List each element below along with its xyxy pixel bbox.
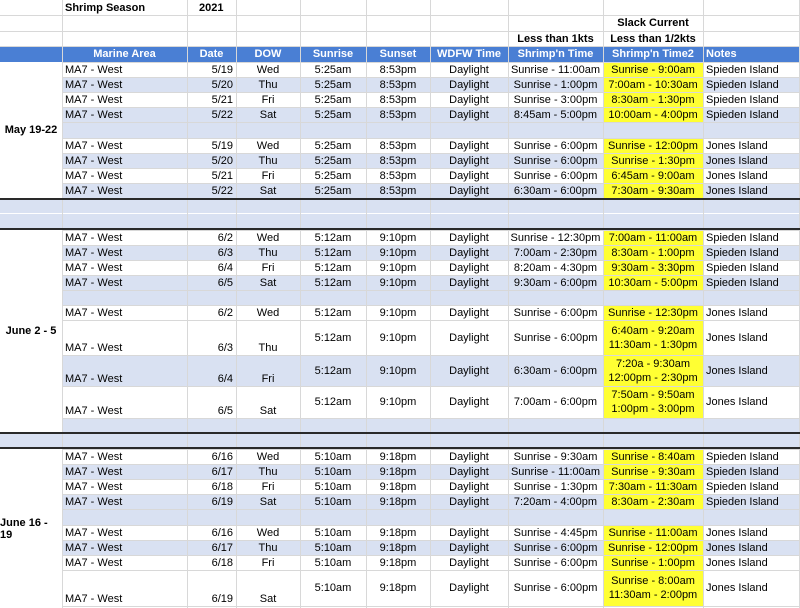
table-cell-dow[interactable]: Sat	[259, 495, 277, 508]
table-cell-t2[interactable]: 8:30am - 1:30pm	[611, 93, 695, 106]
group-label[interactable]: May 19-22	[0, 62, 62, 198]
table-cell-t2[interactable]: 7:50am - 9:50am 1:00pm - 3:00pm	[611, 389, 695, 415]
table-cell-t2[interactable]: 7:00am - 10:30am	[608, 78, 698, 91]
table-cell-date[interactable]: 5/21	[211, 93, 233, 106]
table-cell-wdfw[interactable]: Daylight	[449, 276, 489, 289]
table-cell-sunrise[interactable]: 5:25am	[314, 154, 352, 167]
table-cell-area[interactable]: MA7 - West	[65, 78, 123, 91]
table-cell-sunrise[interactable]: 5:10am	[314, 495, 352, 508]
grid-line	[0, 15, 800, 16]
table-cell-dow[interactable]: Wed	[256, 450, 280, 463]
table-cell-notes[interactable]: Spieden Island	[706, 63, 779, 76]
table-cell-dow[interactable]: Wed	[256, 63, 280, 76]
grid-line	[703, 0, 704, 608]
table-cell-t1[interactable]: 7:00am - 6:00pm	[513, 396, 598, 408]
table-cell-sunrise[interactable]: 5:10am	[314, 480, 352, 493]
grid-line	[0, 245, 800, 246]
table-cell-date[interactable]: 5/19	[211, 139, 233, 152]
table-cell-dow[interactable]: Wed	[256, 526, 280, 539]
grid-line	[0, 275, 800, 276]
table-cell-wdfw[interactable]: Daylight	[449, 480, 489, 493]
grid-line	[0, 107, 800, 108]
grid-line	[0, 386, 800, 387]
grid-line	[62, 0, 63, 608]
separator-band	[0, 509, 800, 525]
table-cell-t1[interactable]: 8:20am - 4:30pm	[513, 261, 598, 274]
table-cell-sunrise[interactable]: 5:25am	[314, 108, 352, 121]
grid-line	[0, 509, 800, 510]
table-cell-date[interactable]: 5/21	[211, 169, 233, 182]
table-cell-wdfw[interactable]: Daylight	[449, 184, 489, 197]
table-cell-wdfw[interactable]: Daylight	[449, 396, 489, 408]
table-cell-dow[interactable]: Sat	[259, 108, 277, 121]
grid-line	[0, 260, 800, 261]
grid-line	[0, 46, 800, 47]
table-cell-t1[interactable]: Sunrise - 6:00pm	[513, 154, 598, 167]
separator-band	[0, 418, 800, 433]
table-cell-t2[interactable]: 7:20a - 9:30am 12:00pm - 2:30pm	[608, 357, 698, 384]
table-cell-dow[interactable]: Thu	[258, 246, 278, 259]
grid-line	[0, 122, 800, 123]
separator-band	[0, 214, 800, 228]
table-cell-sunrise[interactable]: 5:25am	[314, 63, 352, 76]
table-cell-notes[interactable]: Jones Island	[706, 364, 768, 377]
table-cell-t1[interactable]: Sunrise - 11:00am	[510, 465, 601, 478]
table-cell-t2[interactable]: 7:30am - 11:30am	[608, 480, 698, 493]
table-cell-area[interactable]: MA7 - West	[65, 495, 123, 508]
table-cell-area[interactable]: MA7 - West	[65, 405, 123, 417]
grid-line	[0, 153, 800, 154]
table-cell-sunset[interactable]: 9:18pm	[379, 480, 417, 493]
table-cell-wdfw[interactable]: Daylight	[449, 261, 489, 274]
table-cell-wdfw[interactable]: Daylight	[449, 465, 489, 478]
table-cell-t2[interactable]: 6:45am - 9:00am	[611, 169, 695, 182]
table-cell-area[interactable]: MA7 - West	[65, 93, 123, 106]
table-cell-date[interactable]: 6/17	[211, 465, 233, 478]
table-cell-dow[interactable]: Wed	[256, 306, 280, 319]
table-cell-t1[interactable]: Sunrise - 6:00pm	[513, 331, 598, 344]
table-cell-area[interactable]: MA7 - West	[65, 556, 123, 569]
table-cell-t2[interactable]: 8:30am - 1:00pm	[611, 246, 695, 259]
table-cell-wdfw[interactable]: Daylight	[449, 450, 489, 463]
table-cell-sunset[interactable]: 9:18pm	[379, 465, 417, 478]
table-cell-area[interactable]: MA7 - West	[65, 541, 123, 554]
table-cell-dow[interactable]: Thu	[258, 342, 278, 354]
table-cell-notes[interactable]: Jones Island	[706, 169, 768, 182]
table-cell-t1[interactable]: Sunrise - 6:00pm	[513, 556, 598, 569]
table-cell-t1[interactable]: 6:30am - 6:00pm	[513, 364, 598, 377]
col-header-notes[interactable]: Notes	[706, 48, 737, 60]
table-cell-date[interactable]: 5/19	[211, 63, 233, 76]
table-cell-area[interactable]: MA7 - West	[65, 480, 123, 493]
grid-line	[0, 355, 800, 356]
table-cell-area[interactable]: MA7 - West	[65, 261, 123, 274]
table-cell-t1[interactable]: Sunrise - 4:45pm	[513, 526, 598, 539]
table-cell-sunrise[interactable]: 5:12am	[314, 231, 352, 244]
table-cell-area[interactable]: MA7 - West	[65, 63, 123, 76]
table-cell-area[interactable]: MA7 - West	[65, 169, 123, 182]
table-cell-sunrise[interactable]: 5:25am	[314, 139, 352, 152]
table-cell-notes[interactable]: Jones Island	[706, 396, 768, 408]
grid-line	[0, 77, 800, 78]
table-cell-wdfw[interactable]: Daylight	[449, 331, 489, 344]
table-cell-sunrise[interactable]: 5:25am	[314, 78, 352, 91]
grid-line	[366, 0, 367, 608]
table-cell-sunset[interactable]: 8:53pm	[379, 184, 417, 197]
table-cell-wdfw[interactable]: Daylight	[449, 246, 489, 259]
table-cell-notes[interactable]: Jones Island	[706, 556, 768, 569]
table-cell-t1[interactable]: Sunrise - 12:30pm	[510, 231, 601, 244]
table-cell-area[interactable]: MA7 - West	[65, 465, 123, 478]
table-cell-area[interactable]: MA7 - West	[65, 306, 123, 319]
table-cell-date[interactable]: 5/20	[211, 154, 233, 167]
table-cell-sunset[interactable]: 9:18pm	[379, 582, 417, 594]
table-cell-t1[interactable]: Sunrise - 6:00pm	[513, 306, 598, 319]
season-year[interactable]: 2021	[199, 1, 224, 14]
table-cell-wdfw[interactable]: Daylight	[449, 306, 489, 319]
table-cell-notes[interactable]: Spieden Island	[706, 465, 779, 478]
col-header-shrimpn-time2[interactable]: Shrimp'n Time2	[612, 48, 694, 60]
grid-line	[430, 0, 431, 608]
table-cell-sunset[interactable]: 8:53pm	[379, 93, 417, 106]
table-cell-notes[interactable]: Spieden Island	[706, 495, 779, 508]
table-cell-date[interactable]: 6/2	[217, 306, 233, 319]
block-border	[0, 447, 800, 449]
table-cell-t1[interactable]: 8:45am - 5:00pm	[513, 108, 598, 121]
table-cell-t1[interactable]: Sunrise - 1:30pm	[513, 480, 598, 493]
table-cell-t2[interactable]: Sunrise - 12:00pm	[608, 541, 698, 554]
table-cell-area[interactable]: MA7 - West	[65, 139, 123, 152]
col-header-marine-area[interactable]: Marine Area	[93, 48, 156, 60]
table-cell-dow[interactable]: Sat	[259, 276, 277, 289]
table-cell-t1[interactable]: Sunrise - 6:00pm	[513, 169, 598, 182]
col-header-date[interactable]: Date	[199, 48, 224, 60]
grid-line	[0, 320, 800, 321]
table-cell-area[interactable]: MA7 - West	[65, 593, 123, 605]
table-cell-wdfw[interactable]: Daylight	[449, 231, 489, 244]
grid-line	[0, 555, 800, 556]
table-cell-notes[interactable]: Spieden Island	[706, 93, 779, 106]
table-cell-sunset[interactable]: 9:18pm	[379, 495, 417, 508]
grid-line	[236, 0, 237, 608]
table-cell-dow[interactable]: Fri	[261, 93, 275, 106]
table-cell-dow[interactable]: Fri	[261, 169, 275, 182]
table-cell-notes[interactable]: Spieden Island	[706, 261, 779, 274]
table-cell-t2[interactable]: Sunrise - 1:30pm	[611, 154, 695, 167]
table-cell-notes[interactable]: Spieden Island	[706, 450, 779, 463]
table-cell-t1[interactable]: 6:30am - 6:00pm	[513, 184, 598, 197]
separator-band	[0, 122, 800, 138]
table-cell-sunset[interactable]: 8:53pm	[379, 139, 417, 152]
table-cell-sunrise[interactable]: 5:10am	[314, 465, 352, 478]
table-cell-sunset[interactable]: 9:18pm	[379, 526, 417, 539]
col-header-sunset[interactable]: Sunset	[379, 48, 417, 60]
table-cell-t2[interactable]: Sunrise - 11:00am	[608, 526, 698, 539]
table-cell-sunset[interactable]: 8:53pm	[379, 169, 417, 182]
table-cell-t2[interactable]: Sunrise - 9:30am	[611, 465, 695, 478]
table-cell-t2[interactable]: 10:30am - 5:00pm	[608, 276, 698, 289]
table-cell-dow[interactable]: Sat	[259, 405, 277, 417]
table-cell-t2[interactable]: Sunrise - 8:00am 11:30am - 2:00pm	[608, 575, 698, 601]
group-label[interactable]: June 16 - 19	[0, 449, 62, 608]
block-border	[0, 198, 800, 200]
grid-line	[0, 449, 800, 450]
grid-line	[0, 168, 800, 169]
table-cell-area[interactable]: MA7 - West	[65, 373, 123, 385]
table-cell-sunset[interactable]: 9:10pm	[379, 261, 417, 274]
table-cell-sunset[interactable]: 8:53pm	[379, 108, 417, 121]
grid-line	[0, 138, 800, 139]
table-cell-area[interactable]: MA7 - West	[65, 450, 123, 463]
table-cell-dow[interactable]: Sat	[259, 184, 277, 197]
table-cell-notes[interactable]: Spieden Island	[706, 231, 779, 244]
table-cell-date[interactable]: 6/16	[211, 526, 233, 539]
table-cell-wdfw[interactable]: Daylight	[449, 93, 489, 106]
table-cell-date[interactable]: 6/4	[217, 373, 233, 385]
table-cell-sunrise[interactable]: 5:25am	[314, 93, 352, 106]
table-cell-sunrise[interactable]: 5:12am	[314, 306, 352, 319]
grid-line	[0, 494, 800, 495]
block-border	[0, 432, 800, 434]
table-cell-sunrise[interactable]: 5:12am	[314, 276, 352, 289]
table-cell-area[interactable]: MA7 - West	[65, 342, 123, 354]
table-cell-sunset[interactable]: 8:53pm	[379, 63, 417, 76]
table-cell-dow[interactable]: Thu	[258, 78, 278, 91]
table-cell-area[interactable]: MA7 - West	[65, 108, 123, 121]
table-cell-t2[interactable]: 8:30am - 2:30am	[611, 495, 695, 508]
table-cell-t1[interactable]: 7:20am - 4:00pm	[513, 495, 598, 508]
table-cell-date[interactable]: 6/18	[211, 556, 233, 569]
table-cell-t2[interactable]: 10:00am - 4:00pm	[608, 108, 698, 121]
table-cell-date[interactable]: 6/17	[211, 541, 233, 554]
table-cell-notes[interactable]: Spieden Island	[706, 108, 779, 121]
table-cell-sunset[interactable]: 9:10pm	[379, 276, 417, 289]
table-cell-date[interactable]: 6/19	[211, 593, 233, 605]
table-cell-t2[interactable]: Sunrise - 1:00pm	[611, 556, 695, 569]
col-header-shrimpn-time[interactable]: Shrimp'n Time	[517, 48, 594, 60]
table-cell-date[interactable]: 6/5	[217, 405, 233, 417]
table-cell-notes[interactable]: Jones Island	[706, 306, 768, 319]
table-cell-area[interactable]: MA7 - West	[65, 276, 123, 289]
table-cell-notes[interactable]: Jones Island	[706, 139, 768, 152]
table-cell-date[interactable]: 6/18	[211, 480, 233, 493]
grid-line	[0, 230, 800, 231]
table-cell-sunset[interactable]: 9:10pm	[379, 396, 417, 408]
separator-band	[0, 290, 800, 305]
table-cell-t2[interactable]: Sunrise - 12:00pm	[608, 139, 698, 152]
table-cell-sunset[interactable]: 9:10pm	[379, 246, 417, 259]
less-than-1kts-label[interactable]: Less than 1kts	[517, 32, 594, 45]
table-cell-dow[interactable]: Thu	[258, 541, 278, 554]
grid-line	[0, 31, 800, 32]
table-cell-sunrise[interactable]: 5:10am	[314, 582, 352, 594]
table-cell-wdfw[interactable]: Daylight	[449, 495, 489, 508]
table-cell-t2[interactable]: 6:40am - 9:20am 11:30am - 1:30pm	[608, 324, 698, 351]
table-cell-notes[interactable]: Jones Island	[706, 154, 768, 167]
table-cell-notes[interactable]: Spieden Island	[706, 246, 779, 259]
table-cell-date[interactable]: 6/16	[211, 450, 233, 463]
table-cell-dow[interactable]: Thu	[258, 465, 278, 478]
grid-line	[0, 183, 800, 184]
table-cell-notes[interactable]: Jones Island	[706, 541, 768, 554]
table-cell-date[interactable]: 6/3	[217, 342, 233, 354]
block-border	[0, 228, 800, 230]
table-cell-wdfw[interactable]: Daylight	[449, 364, 489, 377]
table-cell-date[interactable]: 5/22	[211, 108, 233, 121]
table-cell-sunrise[interactable]: 5:12am	[314, 331, 352, 344]
table-cell-dow[interactable]: Fri	[261, 373, 275, 385]
table-cell-date[interactable]: 6/4	[217, 261, 233, 274]
table-cell-dow[interactable]: Fri	[261, 261, 275, 274]
col-header-dow[interactable]: DOW	[254, 48, 282, 60]
table-cell-t1[interactable]: Sunrise - 1:00pm	[513, 78, 598, 91]
grid-line	[0, 570, 800, 571]
table-cell-sunset[interactable]: 9:18pm	[379, 450, 417, 463]
table-cell-dow[interactable]: Sat	[259, 593, 277, 605]
table-cell-t1[interactable]: Sunrise - 6:00pm	[513, 582, 598, 594]
table-cell-date[interactable]: 6/2	[217, 231, 233, 244]
table-cell-t2[interactable]: 7:30am - 9:30am	[611, 184, 695, 197]
table-cell-sunrise[interactable]: 5:12am	[314, 396, 352, 408]
table-cell-sunset[interactable]: 9:18pm	[379, 541, 417, 554]
grid-line	[0, 418, 800, 419]
table-cell-t1[interactable]: Sunrise - 6:00pm	[513, 541, 598, 554]
table-cell-sunrise[interactable]: 5:25am	[314, 184, 352, 197]
table-cell-date[interactable]: 6/5	[217, 276, 233, 289]
grid-line	[0, 464, 800, 465]
table-cell-area[interactable]: MA7 - West	[65, 526, 123, 539]
table-cell-sunset[interactable]: 9:10pm	[379, 364, 417, 377]
separator-band	[0, 198, 800, 213]
table-cell-sunset[interactable]: 8:53pm	[379, 154, 417, 167]
table-cell-date[interactable]: 6/19	[211, 495, 233, 508]
grid-line	[508, 0, 509, 608]
table-cell-t2[interactable]: 7:00am - 11:00am	[608, 231, 698, 244]
grid-line	[187, 0, 188, 608]
table-cell-sunrise[interactable]: 5:10am	[314, 541, 352, 554]
table-cell-t2[interactable]: Sunrise - 9:00am	[611, 63, 695, 76]
table-cell-wdfw[interactable]: Daylight	[449, 154, 489, 167]
table-cell-date[interactable]: 5/20	[211, 78, 233, 91]
table-cell-wdfw[interactable]: Daylight	[449, 169, 489, 182]
table-cell-t1[interactable]: 7:00am - 2:30pm	[513, 246, 598, 259]
sheet-title[interactable]: Shrimp Season	[65, 1, 146, 14]
table-cell-area[interactable]: MA7 - West	[65, 154, 123, 167]
table-cell-t2[interactable]: Sunrise - 12:30pm	[608, 306, 698, 319]
table-cell-sunrise[interactable]: 5:10am	[314, 526, 352, 539]
table-cell-t2[interactable]: Sunrise - 8:40am	[611, 450, 695, 463]
table-cell-notes[interactable]: Jones Island	[706, 331, 768, 344]
slack-current-label[interactable]: Slack Current	[617, 16, 689, 29]
grid-line	[0, 479, 800, 480]
separator-band	[0, 432, 800, 447]
table-cell-notes[interactable]: Spieden Island	[706, 78, 779, 91]
table-cell-wdfw[interactable]: Daylight	[449, 108, 489, 121]
table-cell-dow[interactable]: Thu	[258, 154, 278, 167]
table-cell-sunrise[interactable]: 5:12am	[314, 246, 352, 259]
table-cell-sunset[interactable]: 9:10pm	[379, 306, 417, 319]
group-label[interactable]: June 2 - 5	[0, 230, 62, 432]
table-cell-notes[interactable]: Jones Island	[706, 184, 768, 197]
table-cell-t2[interactable]: 9:30am - 3:30pm	[611, 261, 695, 274]
table-cell-sunrise[interactable]: 5:25am	[314, 169, 352, 182]
grid-line	[603, 0, 604, 608]
table-cell-dow[interactable]: Wed	[256, 231, 280, 244]
table-cell-wdfw[interactable]: Daylight	[449, 556, 489, 569]
table-cell-dow[interactable]: Fri	[261, 556, 275, 569]
table-cell-area[interactable]: MA7 - West	[65, 231, 123, 244]
table-cell-notes[interactable]: Jones Island	[706, 582, 768, 594]
table-cell-sunset[interactable]: 8:53pm	[379, 78, 417, 91]
table-cell-t1[interactable]: 9:30am - 6:00pm	[513, 276, 598, 289]
table-cell-area[interactable]: MA7 - West	[65, 246, 123, 259]
grid-line	[0, 305, 800, 306]
table-cell-wdfw[interactable]: Daylight	[449, 63, 489, 76]
grid-line	[0, 62, 800, 63]
table-cell-wdfw[interactable]: Daylight	[449, 78, 489, 91]
table-cell-dow[interactable]: Wed	[256, 139, 280, 152]
table-cell-sunset[interactable]: 9:10pm	[379, 231, 417, 244]
grid-line	[0, 290, 800, 291]
table-cell-date[interactable]: 6/3	[217, 246, 233, 259]
less-than-half-kts-label[interactable]: Less than 1/2kts	[610, 32, 696, 45]
table-cell-wdfw[interactable]: Daylight	[449, 526, 489, 539]
grid-line	[0, 92, 800, 93]
col-header-wdfw-time[interactable]: WDFW Time	[437, 48, 501, 60]
table-cell-sunrise[interactable]: 5:10am	[314, 450, 352, 463]
table-cell-sunrise[interactable]: 5:12am	[314, 261, 352, 274]
table-cell-wdfw[interactable]: Daylight	[449, 541, 489, 554]
table-cell-notes[interactable]: Spieden Island	[706, 276, 779, 289]
table-cell-wdfw[interactable]: Daylight	[449, 139, 489, 152]
table-cell-t1[interactable]: Sunrise - 11:00am	[510, 63, 601, 76]
table-cell-sunrise[interactable]: 5:10am	[314, 556, 352, 569]
table-cell-sunrise[interactable]: 5:12am	[314, 364, 352, 377]
table-cell-notes[interactable]: Jones Island	[706, 526, 768, 539]
table-cell-sunset[interactable]: 9:18pm	[379, 556, 417, 569]
table-cell-notes[interactable]: Spieden Island	[706, 480, 779, 493]
table-cell-dow[interactable]: Fri	[261, 480, 275, 493]
grid-line	[0, 525, 800, 526]
grid-line	[0, 606, 800, 607]
table-cell-sunset[interactable]: 9:10pm	[379, 331, 417, 344]
table-cell-area[interactable]: MA7 - West	[65, 184, 123, 197]
table-cell-wdfw[interactable]: Daylight	[449, 582, 489, 594]
table-cell-date[interactable]: 5/22	[211, 184, 233, 197]
col-header-sunrise[interactable]: Sunrise	[312, 48, 354, 60]
table-cell-t1[interactable]: Sunrise - 3:00pm	[513, 93, 598, 106]
grid-line	[300, 0, 301, 608]
grid-line	[0, 540, 800, 541]
table-cell-t1[interactable]: Sunrise - 9:30am	[513, 450, 598, 463]
table-cell-t1[interactable]: Sunrise - 6:00pm	[513, 139, 598, 152]
